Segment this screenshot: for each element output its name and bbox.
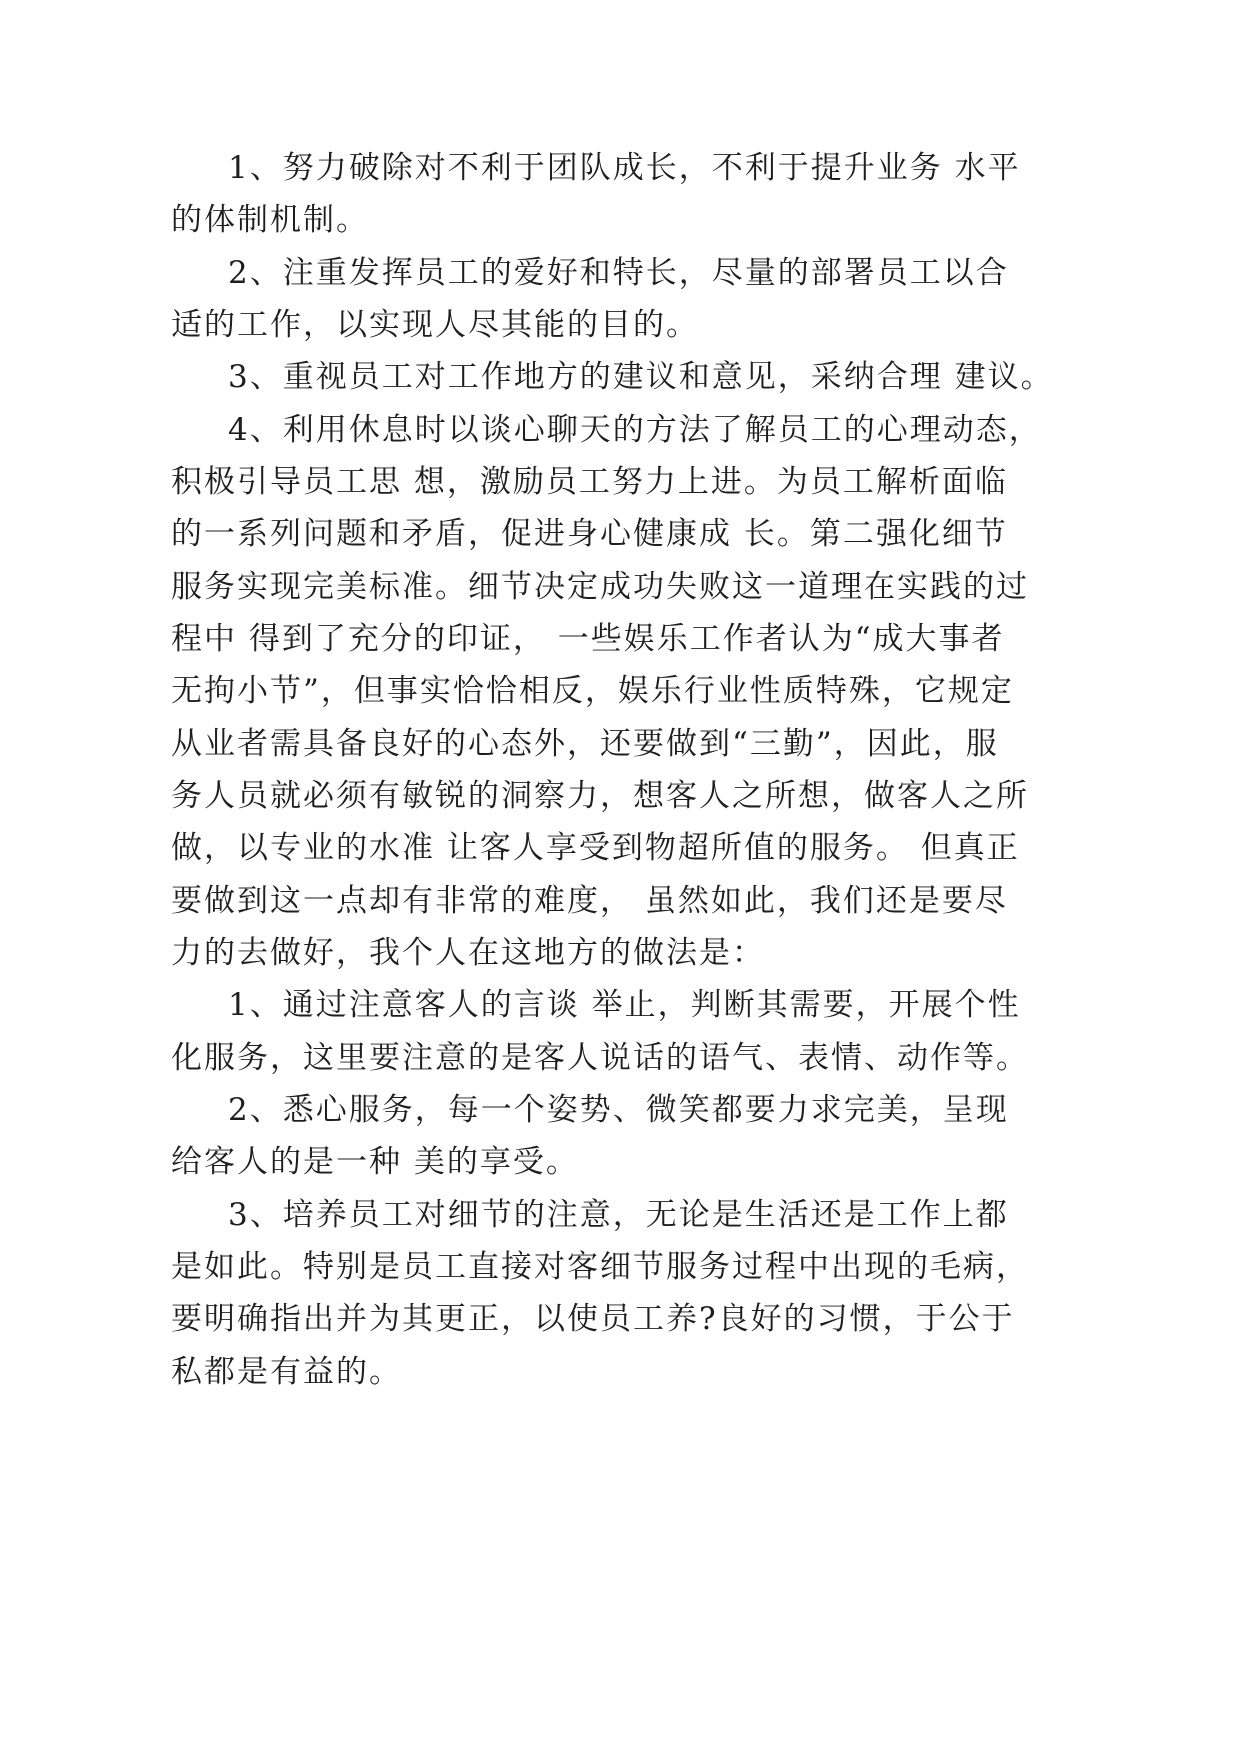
paragraph-4-line-10: 要做到这一点却有非常的难度， 虽然如此，我们还是要尽	[171, 883, 1008, 919]
paragraph-7-line-4: 私都是有益的。	[171, 1354, 402, 1390]
paragraph-2-line-2: 适的工作，以实现人尽其能的目的。	[171, 307, 699, 343]
paragraph-4-line-8: 务人员就必须有敏锐的洞察力，想客人之所想，做客人之所	[171, 778, 1029, 814]
paragraph-4-line-11: 力的去做好，我个人在这地方的做法是：	[171, 935, 765, 971]
paragraph-7-line-1: 3、培养员工对细节的注意，无论是生活还是工作上都	[228, 1197, 1009, 1233]
paragraph-4-line-9: 做，以专业的水准 让客人享受到物超所值的服务。 但真正	[171, 830, 1020, 866]
paragraph-4-line-6: 无拘小节”，但事实恰恰相反，娱乐行业性质特殊，它规定	[171, 673, 1014, 709]
paragraph-4-line-1: 4、利用休息时以谈心聊天的方法了解员工的心理动态，	[228, 412, 1042, 448]
paragraph-3-line-1: 3、重视员工对工作地方的建议和意见，采纳合理 建议。	[228, 359, 1054, 395]
paragraph-2-line-1: 2、注重发挥员工的爱好和特长，尽量的部署员工以合	[228, 255, 1009, 291]
paragraph-6-line-2: 给客人的是一种 美的享受。	[171, 1144, 579, 1180]
paragraph-4-line-2: 积极引导员工思 想，激励员工努力上进。为员工解析面临	[171, 464, 1008, 500]
paragraph-1-line-2: 的体制机制。	[171, 202, 369, 238]
paragraph-4-line-3: 的一系列问题和矛盾，促进身心健康成 长。第二强化细节	[171, 516, 1008, 552]
paragraph-4-line-7: 从业者需具备良好的心态外，还要做到“三勤”，因此，服	[171, 726, 999, 762]
paragraph-7-line-3: 要明确指出并为其更正，以使员工养?良好的习惯，于公于	[171, 1301, 1015, 1337]
paragraph-6-line-1: 2、悉心服务，每一个姿势、微笑都要力求完美，呈现	[228, 1092, 1009, 1128]
paragraph-1-line-1: 1、努力破除对不利于团队成长，不利于提升业务 水平	[228, 150, 1021, 186]
paragraph-5-line-2: 化服务，这里要注意的是客人说话的语气、表情、动作等。	[171, 1040, 1029, 1076]
paragraph-4-line-4: 服务实现完美标准。细节决定成功失败这一道理在实践的过	[171, 569, 1029, 605]
paragraph-7-line-2: 是如此。特别是员工直接对客细节服务过程中出现的毛病，	[171, 1249, 1029, 1285]
paragraph-5-line-1: 1、通过注意客人的言谈 举止，判断其需要，开展个性	[228, 987, 1021, 1023]
paragraph-4-line-5: 程中 得到了充分的印证， 一些娱乐工作者认为“成大事者	[171, 621, 1005, 657]
